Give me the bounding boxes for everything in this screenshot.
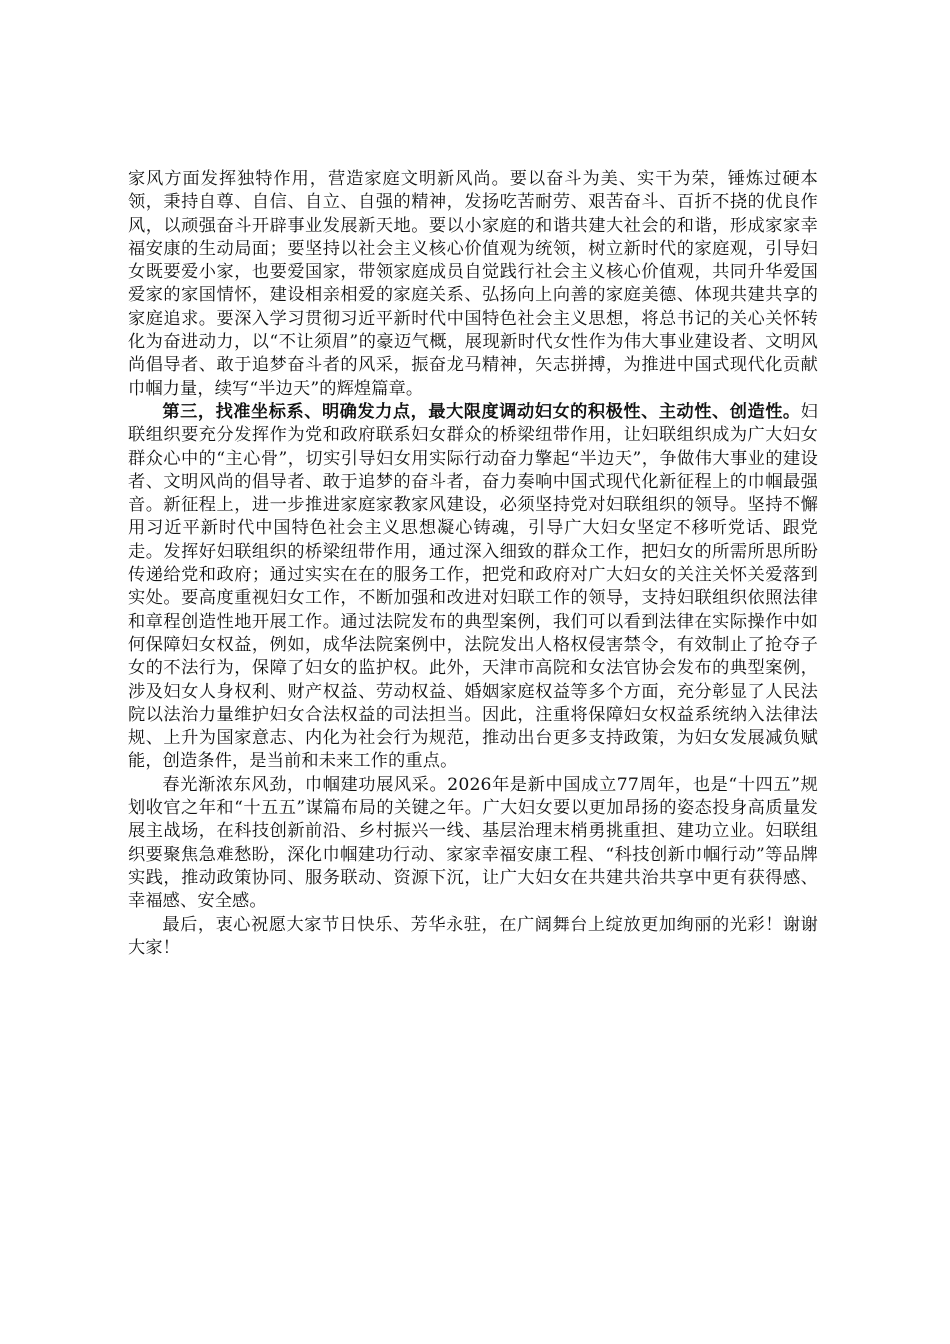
paragraph-1 xyxy=(128,168,818,401)
paragraph-4 xyxy=(128,914,818,961)
paragraph-2 xyxy=(128,401,818,774)
paragraph-3 xyxy=(128,774,818,914)
paragraph-3-text: 春光渐浓东风劲，巾帼建功展风采。2026年是新中国成立77周年，也是“十四五”规划收官之年和“十五五”谋篇布局的关键之年。广大妇女要以更加昂扬的姿态投身高质量发展主战场，在科技创新前沿、乡村振兴一线、基层治理末梢勇挑重担、建功立业。妇联组织要聚焦急难愁盼，深化巾帼建功行动、家家幸福安康工程、“科技创新巾帼行动”等品牌实践，推动政策协同、服务联动、资源下沉，让广大妇女在共建共治共享中更有获得感、幸福感、安全感。 xyxy=(128,774,818,912)
paragraph-2-text: 妇联组织要充分发挥作为党和政府联系妇女群众的桥梁纽带作用，让妇联组织成为广大妇女群众心中的“主心骨”，切实引导妇女用实际行动奋力擎起“半边天”，争做伟大事业的建设者、文明风尚的倡导者、敢于追梦的奋斗者，奋力奏响中国式现代化新征程上的巾帼最强音。新征程上，进一步推进家庭家教家风建设，必须坚持党对妇联组织的领导。坚持不懈用习近平新时代中国特色社会主义思想凝心铸魂，引导广大妇女坚定不移听党话、跟党走。发挥好妇联组织的桥梁纽带作用，通过深入细致的群众工作，把妇女的所需所思所盼传递给党和政府；通过实实在在的服务工作，把党和政府对广大妇女的关注关怀关爱落到实处。要高度重视妇女工作，不断加强和改进对妇联工作的领导，支持妇联组织依照法律和章程创造性地开展工作。通过法院发布的典型案例，我们可以看到法律在实际操作中如何保障妇女权益，例如，成华法院案例中，法院发出人格权侵害禁令，有效制止了抢夺子女的不法行为，保障了妇女的监护权。此外，天津市高院和女法官协会发布的典型案例，涉及妇女人身权利、财产权益、劳动权益、婚姻家庭权益等多个方面，充分彰显了人民法院以法治力量维护妇女合法权益的司法担当。因此，注重将保障妇女权益系统纳入法律法规、上升为国家意志、内化为社会行为规范，推动出台更多支持政策，为妇女发展减负赋能，创造条件，是当前和未来工作的重点。 xyxy=(128,401,818,772)
paragraph-2-bold-lead: 第三，找准坐标系、明确发力点，最大限度调动妇女的积极性、主动性、创造性。 xyxy=(162,401,801,422)
paragraph-1-text: 家风方面发挥独特作用，营造家庭文明新风尚。要以奋斗为美、实干为荣，锤炼过硬本领，秉持自尊、自信、自立、自强的精神，发扬吃苦耐劳、艰苦奋斗、百折不挠的优良作风，以顽强奋斗开辟事业发展新天地。要以小家庭的和谐共建大社会的和谐，形成家家幸福安康的生动局面；要坚持以社会主义核心价值观为统领，树立新时代的家庭观，引导妇女既要爱小家，也要爱国家，带领家庭成员自觉践行社会主义核心价值观，共同升华爱国爱家的家国情怀，建设相亲相爱的家庭关系、弘扬向上向善的家庭美德、体现共建共享的家庭追求。要深入学习贯彻习近平新时代中国特色社会主义思想，将总书记的关心关怀转化为奋进动力，以“不让须眉”的豪迈气概，展现新时代女性作为伟大事业建设者、文明风尚倡导者、敢于追梦奋斗者的风采，振奋龙马精神，矢志拼搏，为推进中国式现代化贡献巾帼力量，续写“半边天”的辉煌篇章。 xyxy=(128,169,818,399)
document-body xyxy=(128,168,818,960)
paragraph-4-text: 最后，衷心祝愿大家节日快乐、芳华永驻，在广阔舞台上绽放更加绚丽的光彩！谢谢大家！ xyxy=(128,914,818,958)
